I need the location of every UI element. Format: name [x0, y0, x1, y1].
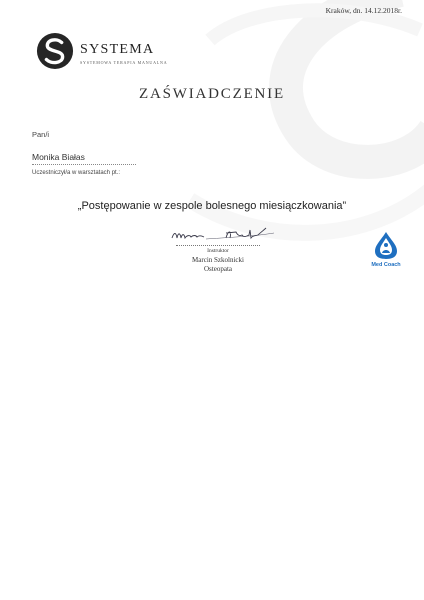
certificate-title: ZAŚWIADCZENIE	[139, 86, 285, 102]
instructor-signature-icon	[166, 224, 278, 246]
workshop-title: „Postępowanie w zespole bolesnego miesiączkowania”	[77, 200, 347, 212]
recipient-dotted-line	[32, 164, 136, 165]
recipient-name: Monika Białas	[32, 152, 85, 162]
med-coach-label: Med Coach	[371, 262, 401, 268]
systema-watermark-graphic	[150, 0, 424, 250]
signature-dotted-line	[176, 245, 260, 246]
systema-s-logo-icon	[36, 32, 74, 70]
salutation: Pan/i	[32, 130, 50, 139]
participation-text: Uczestniczył/a w warsztatach pt.:	[32, 170, 121, 176]
instructor-profession: Osteopata	[204, 265, 232, 273]
logo-tagline: SYSTEMOWA TERAPIA MANUALNA	[80, 60, 168, 65]
place-date: Kraków, dn. 14.12.2018r.	[325, 6, 402, 15]
instructor-name: Marcin Szkolnicki	[192, 256, 244, 264]
logo-wordmark: SYSTEMA	[80, 42, 155, 57]
med-coach-drop-icon	[372, 230, 400, 260]
instructor-role-label: Instruktor	[207, 248, 229, 254]
